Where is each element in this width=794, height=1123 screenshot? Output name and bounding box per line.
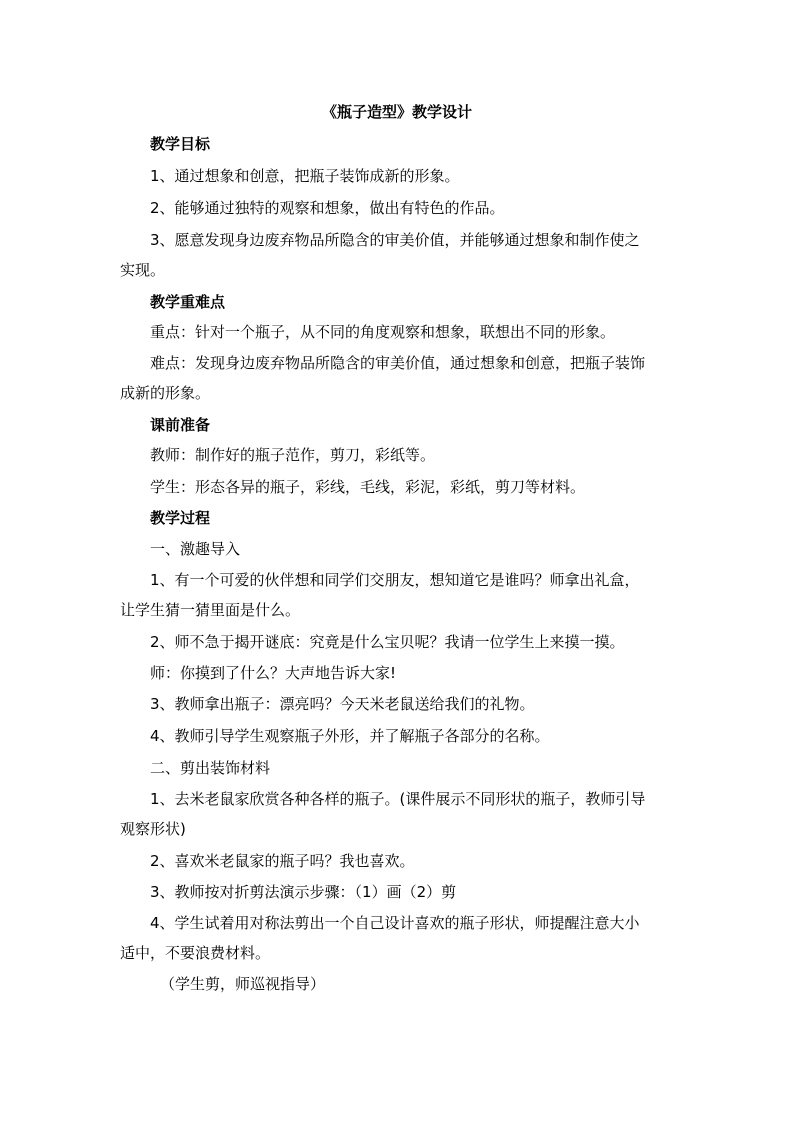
heading-keypoints: 教学重难点 xyxy=(150,293,226,311)
heading-goals: 教学目标 xyxy=(150,135,211,153)
part-2-step-4-line-2: 适中，不要浪费材料。 xyxy=(120,944,271,962)
part-2-note: （学生剪，师巡视指导） xyxy=(160,975,326,993)
keypoint-focus: 重点：针对一个瓶子，从不同的角度观察和想象，联想出不同的形象。 xyxy=(150,323,616,341)
part-2-step-3: 3、教师按对折剪法演示步骤：（1）画（2）剪 xyxy=(150,883,457,901)
document-title: 《瓶子造型》教学设计 xyxy=(321,103,472,121)
goal-item-1: 1、通过想象和创意，把瓶子装饰成新的形象。 xyxy=(150,167,460,185)
part-2-step-1-line-1: 1、去米老鼠家欣赏各种各样的瓶子。(课件展示不同形状的瓶子，教师引导 xyxy=(150,790,646,808)
goal-item-3-line-1: 3、愿意发现身边废弃物品所隐含的审美价值，并能够通过想象和制作使之 xyxy=(150,231,640,249)
prep-teacher: 教师：制作好的瓶子范作，剪刀，彩纸等。 xyxy=(150,446,436,464)
part-1-step-1-line-2: 让学生猜一猜里面是什么。 xyxy=(120,601,301,619)
goal-item-2: 2、能够通过独特的观察和想象，做出有特色的作品。 xyxy=(150,199,505,217)
part-1-step-2: 2、师不急于揭开谜底：究竟是什么宝贝呢？我请一位学生上来摸一摸。 xyxy=(150,633,625,651)
part-2-heading: 二、剪出装饰材料 xyxy=(150,759,271,777)
goal-item-3-line-2: 实现。 xyxy=(120,261,166,279)
part-2-step-2: 2、喜欢米老鼠家的瓶子吗？我也喜欢。 xyxy=(150,852,415,870)
part-1-step-4: 4、教师引导学生观察瓶子外形，并了解瓶子各部分的名称。 xyxy=(150,727,550,745)
keypoint-difficulty-line-2: 成新的形象。 xyxy=(120,384,211,402)
part-2-step-4-line-1: 4、学生试着用对称法剪出一个自己设计喜欢的瓶子形状，师提醒注意大小 xyxy=(150,914,640,932)
part-1-step-3: 3、教师拿出瓶子：漂亮吗？今天米老鼠送给我们的礼物。 xyxy=(150,695,535,713)
heading-process: 教学过程 xyxy=(150,509,211,527)
heading-preparation: 课前准备 xyxy=(150,416,211,434)
prep-student: 学生：形态各异的瓶子，彩线，毛线，彩泥，彩纸，剪刀等材料。 xyxy=(150,478,586,496)
part-2-step-1-line-2: 观察形状) xyxy=(120,820,186,838)
part-1-step-1-line-1: 1、有一个可爱的伙伴想和同学们交朋友，想知道它是谁吗？师拿出礼盒， xyxy=(150,571,640,589)
part-1-teacher-line: 师：你摸到了什么？大声地告诉大家! xyxy=(150,664,397,682)
keypoint-difficulty-line-1: 难点：发现身边废弃物品所隐含的审美价值，通过想象和创意，把瓶子装饰 xyxy=(150,354,646,372)
part-1-heading: 一、激趣导入 xyxy=(150,540,241,558)
